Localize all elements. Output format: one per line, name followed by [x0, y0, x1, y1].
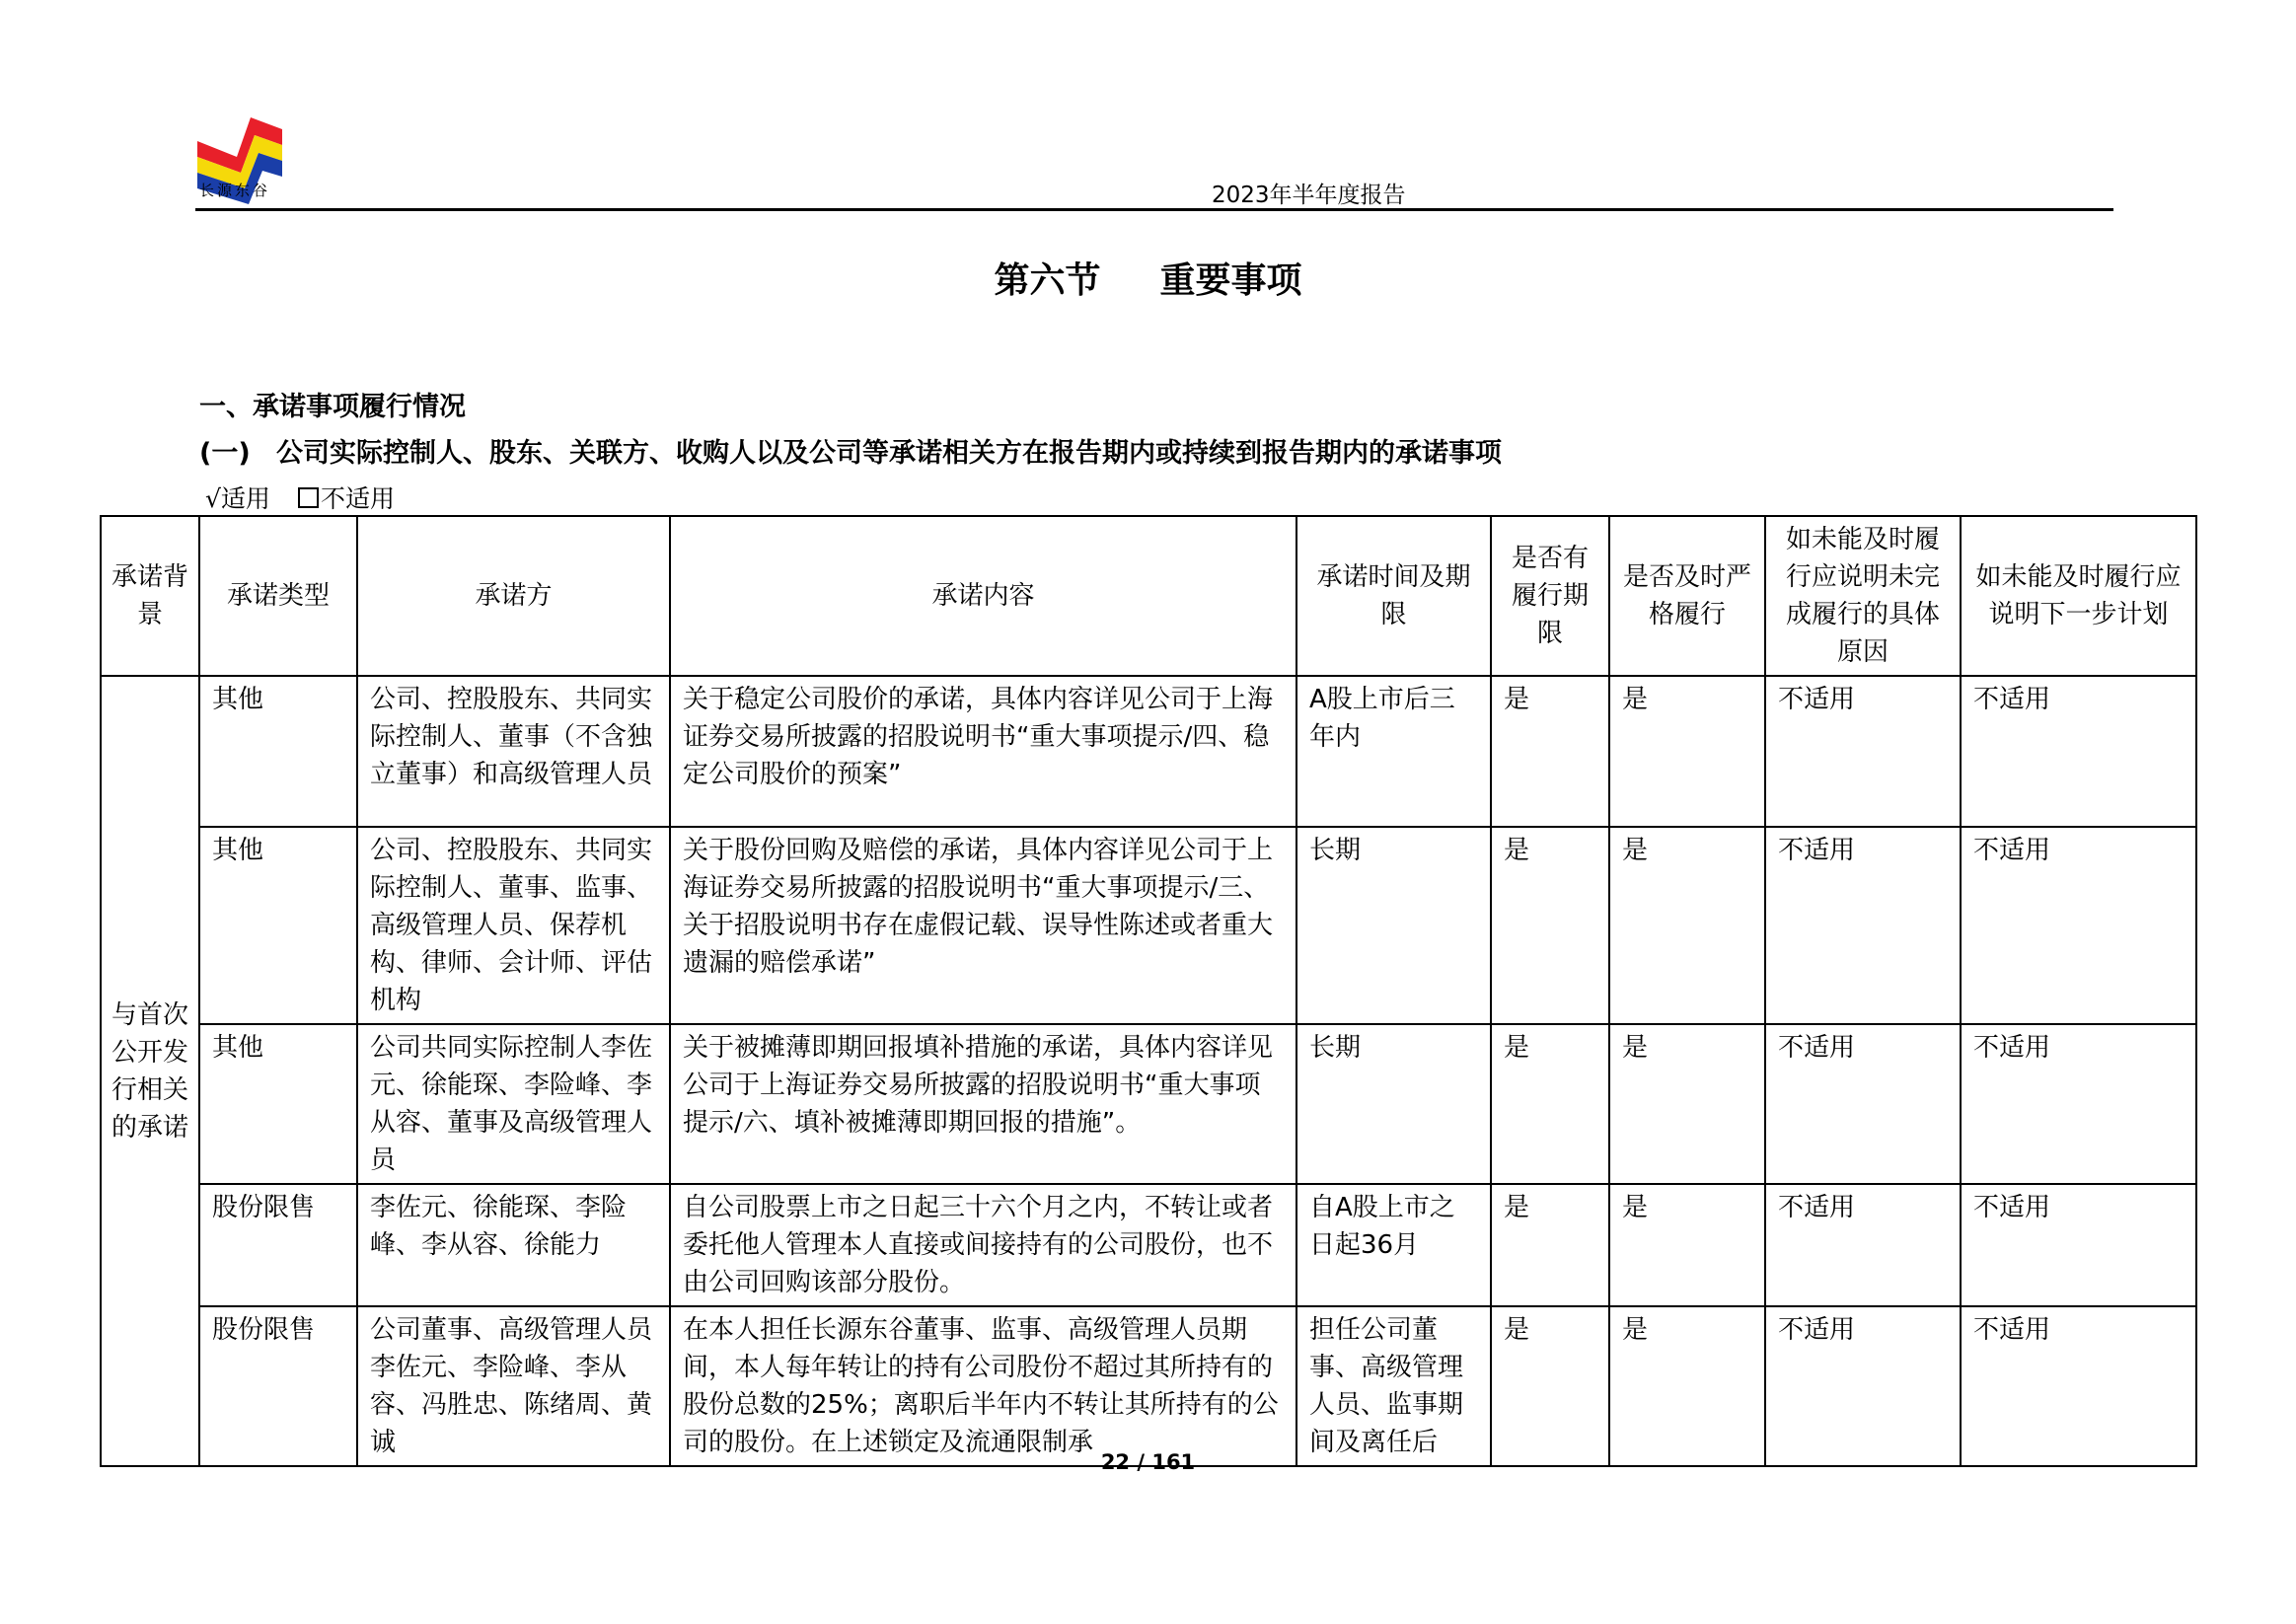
section-name: 重要事项 [1159, 260, 1302, 301]
cell-plan: 不适用 [1961, 676, 2196, 827]
cell-strict: 是 [1609, 676, 1765, 827]
table-row [101, 1306, 2196, 1466]
cell-period: 长期 [1296, 1024, 1491, 1184]
cell-period: 长期 [1296, 827, 1491, 1024]
cell-strict: 是 [1609, 1024, 1765, 1184]
cell-strict: 是 [1609, 1184, 1765, 1306]
table-row [101, 676, 2196, 827]
cell-has-deadline: 是 [1491, 1184, 1609, 1306]
cell-reason: 不适用 [1765, 676, 1961, 827]
cell-period: 担任公司董事、高级管理人员、监事期间及离任后 [1296, 1306, 1491, 1466]
cell-has-deadline: 是 [1491, 1306, 1609, 1466]
cell-content: 关于股份回购及赔偿的承诺，具体内容详见公司于上海证券交易所披露的招股说明书“重大事项提示/三、关于招股说明书存在虚假记载、误导性陈述或者重大遗漏的赔偿承诺” [670, 827, 1296, 1024]
subheading-commitments [199, 431, 1502, 470]
commitment-background: 与首次公开发行相关的承诺 [101, 676, 199, 1466]
table-row [101, 827, 2196, 1024]
cell-party: 公司共同实际控制人李佐元、徐能琛、李险峰、李从容、董事及高级管理人员 [357, 1024, 670, 1184]
header-strict: 是否及时严格履行 [1609, 516, 1765, 676]
heading-commitments: 一、承诺事项履行情况 [199, 392, 466, 422]
cell-reason: 不适用 [1765, 1184, 1961, 1306]
applicable-option: √适用 [205, 484, 270, 513]
cell-party: 公司、控股股东、共同实际控制人、董事（不含独立董事）和高级管理人员 [357, 676, 670, 827]
header-plan: 如未能及时履行应说明下一步计划 [1961, 516, 2196, 676]
checkbox-icon [298, 487, 319, 508]
cell-has-deadline: 是 [1491, 676, 1609, 827]
header-reason: 如未能及时履行应说明未完成履行的具体原因 [1765, 516, 1961, 676]
cell-content: 在本人担任长源东谷董事、监事、高级管理人员期间，本人每年转让的持有公司股份不超过其所持有的股份总数的25%；离职后半年内不转让其所持有的公司的股份。在上述锁定及流通限制承 [670, 1306, 1296, 1466]
cell-plan: 不适用 [1961, 1184, 2196, 1306]
header-period: 承诺时间及期限 [1296, 516, 1491, 676]
header-divider [195, 208, 2113, 211]
subheading-text: 公司实际控制人、股东、关联方、收购人以及公司等承诺相关方在报告期内或持续到报告期内的承诺事项 [276, 438, 1502, 469]
section-title [0, 253, 2296, 303]
cell-type: 股份限售 [199, 1306, 357, 1466]
applicability-row [205, 480, 395, 515]
cell-period: A股上市后三年内 [1296, 676, 1491, 827]
cell-has-deadline: 是 [1491, 827, 1609, 1024]
logo-text: 长源东谷 [199, 182, 271, 199]
cell-has-deadline: 是 [1491, 1024, 1609, 1184]
cell-reason: 不适用 [1765, 1024, 1961, 1184]
cell-party: 李佐元、徐能琛、李险峰、李从容、徐能力 [357, 1184, 670, 1306]
cell-content: 自公司股票上市之日起三十六个月之内，不转让或者委托他人管理本人直接或间接持有的公司股份，也不由公司回购该部分股份。 [670, 1184, 1296, 1306]
page-number: 22 / 161 [1100, 1450, 1196, 1474]
header-party: 承诺方 [357, 516, 670, 676]
cell-plan: 不适用 [1961, 1306, 2196, 1466]
cell-reason: 不适用 [1765, 827, 1961, 1024]
table-row [101, 1184, 2196, 1306]
section-number: 第六节 [994, 260, 1101, 301]
cell-plan: 不适用 [1961, 827, 2196, 1024]
table-row [101, 1024, 2196, 1184]
cell-strict: 是 [1609, 827, 1765, 1024]
cell-strict: 是 [1609, 1306, 1765, 1466]
cell-party: 公司董事、高级管理人员李佐元、李险峰、李从容、冯胜忠、陈绪周、黄诚 [357, 1306, 670, 1466]
header-type: 承诺类型 [199, 516, 357, 676]
header-background: 承诺背景 [101, 516, 199, 676]
cell-type: 其他 [199, 676, 357, 827]
cell-period: 自A股上市之日起36月 [1296, 1184, 1491, 1306]
table-header-row [101, 516, 2196, 676]
cell-content: 关于稳定公司股价的承诺，具体内容详见公司于上海证券交易所披露的招股说明书“重大事项提示/四、稳定公司股价的预案” [670, 676, 1296, 827]
header-has-deadline: 是否有履行期限 [1491, 516, 1609, 676]
cell-plan: 不适用 [1961, 1024, 2196, 1184]
not-applicable-option: 不适用 [320, 484, 395, 513]
header-content: 承诺内容 [670, 516, 1296, 676]
cell-party: 公司、控股股东、共同实际控制人、董事、监事、高级管理人员、保荐机构、律师、会计师、评估机构 [357, 827, 670, 1024]
cell-content: 关于被摊薄即期回报填补措施的承诺，具体内容详见公司于上海证券交易所披露的招股说明书“重大事项提示/六、填补被摊薄即期回报的措施”。 [670, 1024, 1296, 1184]
cell-type: 其他 [199, 827, 357, 1024]
cell-type: 其他 [199, 1024, 357, 1184]
cell-reason: 不适用 [1765, 1306, 1961, 1466]
commitments-table [100, 515, 2197, 1467]
cell-type: 股份限售 [199, 1184, 357, 1306]
report-title: 2023年半年度报告 [1212, 183, 1406, 208]
subheading-number: (一) [199, 438, 251, 469]
